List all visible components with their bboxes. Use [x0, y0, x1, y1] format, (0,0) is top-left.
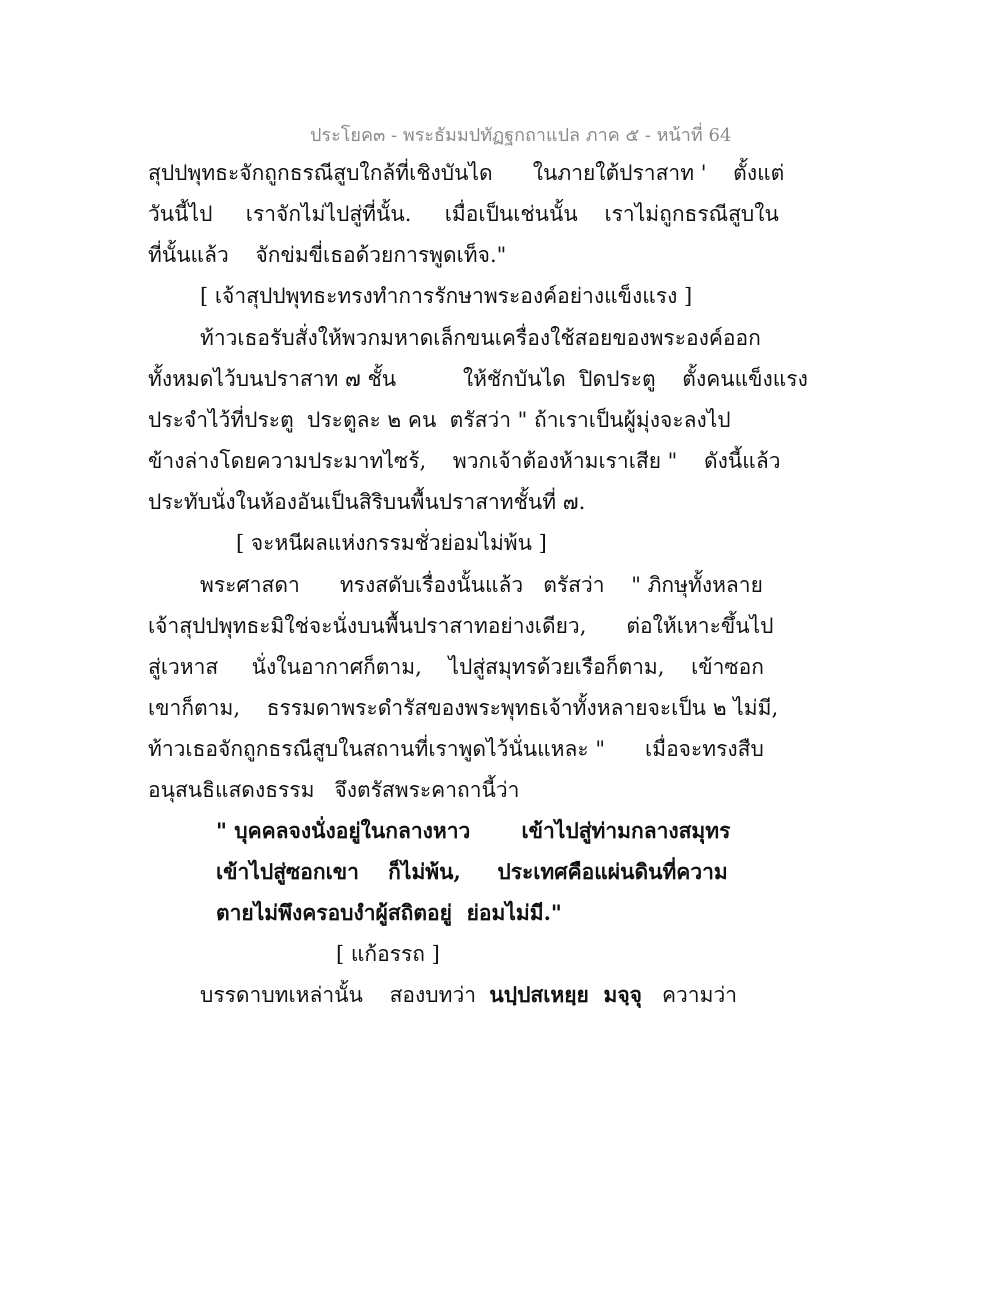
line-suffix: ความว่า [641, 983, 738, 1007]
text-line: สุปปพุทธะจักถูกธรณีสูบใกล้ที่เชิงบันได ในภายใต้ปราสาท ' ตั้งแต่ [148, 161, 785, 185]
section-heading: [ เจ้าสุปปพุทธะทรงทำการรักษาพระองค์อย่างแข็งแรง ] [200, 284, 693, 308]
text-line: ประทับนั่งในห้องอันเป็นสิริบนพื้นปราสาทชั้นที่ ๗. [148, 490, 586, 514]
text-line: ทั้งหมดไว้บนปราสาท ๗ ชั้น ให้ชักบันได ปิดประตู ตั้งคนแข็งแรง [148, 367, 808, 391]
verse-line: " บุคคลจงนั่งอยู่ในกลางหาว เข้าไปสู่ท่ามกลางสมุทร [216, 818, 731, 843]
section-heading: [ แก้อรรถ ] [336, 942, 440, 966]
line-prefix: บรรดาบทเหล่านั้น สองบทว่า [200, 983, 490, 1007]
pali-term: นปฺปสเหยฺย มจฺจุ [489, 982, 642, 1007]
text-line [200, 980, 737, 1010]
text-line: พระศาสดา ทรงสดับเรื่องนั้นแล้ว ตรัสว่า " ภิกษุทั้งหลาย [200, 573, 763, 597]
text-line: วันนี้ไป เราจักไม่ไปสู่ที่นั้น. เมื่อเป็นเช่นนั้น เราไม่ถูกธรณีสูบใน [148, 202, 779, 226]
verse-line: เข้าไปสู่ซอกเขา ก็ไม่พ้น, ประเทศคือแผ่นดินที่ความ [216, 859, 728, 884]
text-line: ท้าวเธอจักถูกธรณีสูบในสถานที่เราพูดไว้นั่นแหละ " เมื่อจะทรงสืบ [148, 737, 764, 761]
text-line: ประจำไว้ที่ประตู ประตูละ ๒ คน ตรัสว่า " ถ้าเราเป็นผู้มุ่งจะลงไป [148, 408, 731, 432]
verse-line: ตายไม่พึงครอบงำผู้สถิตอยู่ ย่อมไม่มี." [216, 900, 562, 925]
section-heading: [ จะหนีผลแห่งกรรมชั่วย่อมไม่พ้น ] [236, 531, 547, 555]
text-line: เจ้าสุปปพุทธะมิใช่จะนั่งบนพื้นปราสาทอย่างเดียว, ต่อให้เหาะขึ้นไป [148, 614, 774, 638]
text-line: อนุสนธิแสดงธรรม จึงตรัสพระคาถานี้ว่า [148, 778, 520, 802]
text-line: สู่เวหาส นั่งในอากาศก็ตาม, ไปสู่สมุทรด้วยเรือก็ตาม, เข้าซอก [148, 655, 765, 679]
running-header: ประโยค๓ - พระธัมมปทัฏฐกถาแปล ภาค ๕ - หน้าที่ 64 [310, 125, 732, 146]
text-line: ที่นั้นแล้ว จักข่มขี่เธอด้วยการพูดเท็จ." [148, 243, 507, 267]
text-line: เขาก็ตาม, ธรรมดาพระดำรัสของพระพุทธเจ้าทั้งหลายจะเป็น ๒ ไม่มี, [148, 696, 779, 720]
text-line: ท้าวเธอรับสั่งให้พวกมหาดเล็กขนเครื่องใช้สอยของพระองค์ออก [200, 326, 761, 350]
text-line: ข้างล่างโดยความประมาทไซร้, พวกเจ้าต้องห้ามเราเสีย " ดังนี้แล้ว [148, 449, 781, 473]
